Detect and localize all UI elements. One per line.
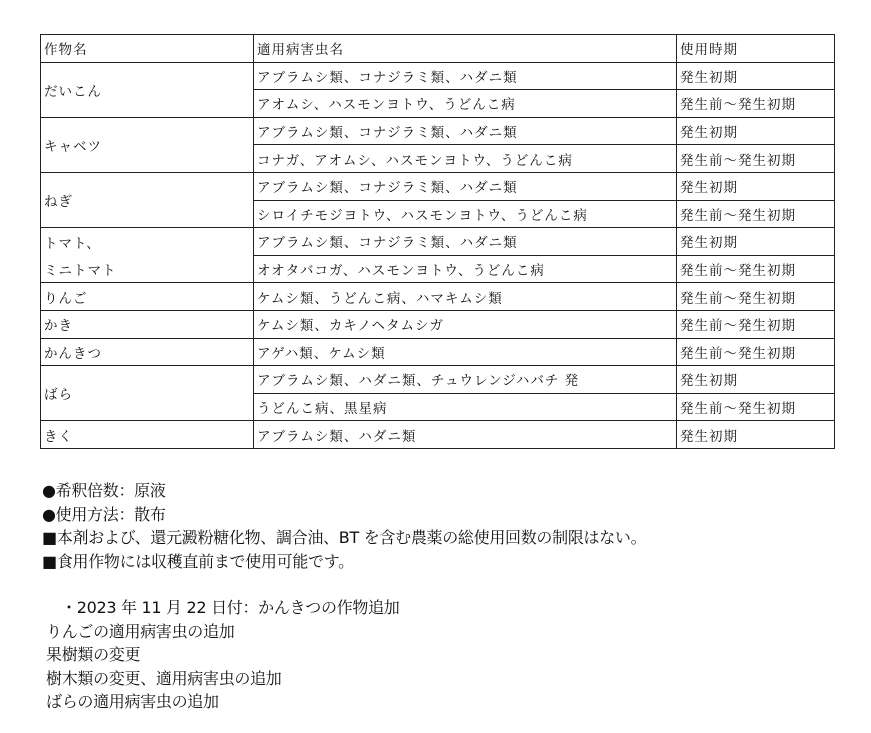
timing-cell: 発生前～発生初期: [677, 310, 835, 338]
table-header-row: [41, 35, 835, 63]
table-row: [41, 366, 835, 394]
header-pests: 適用病害虫名: [254, 35, 677, 63]
header-timing: 使用時期: [677, 35, 835, 63]
application-table: [40, 34, 835, 449]
revision-history: [46, 596, 399, 714]
table-row: [41, 117, 835, 145]
timing-cell: 発生前～発生初期: [677, 283, 835, 311]
timing-cell: 発生初期: [677, 172, 835, 200]
crop-cell: かんきつ: [41, 338, 254, 366]
pest-cell: ケムシ類、うどんこ病、ハマキムシ類: [254, 283, 677, 311]
table-row: [41, 255, 835, 283]
pest-cell: アブラムシ類、ハダニ類: [254, 421, 677, 449]
history-entry: ばらの適用病害虫の追加: [46, 692, 219, 711]
crop-cell: りんご: [41, 283, 254, 311]
timing-cell: 発生前～発生初期: [677, 200, 835, 228]
pest-cell: コナガ、アオムシ、ハスモンヨトウ、うどんこ病: [254, 145, 677, 173]
table-row: [41, 338, 835, 366]
timing-cell: 発生初期: [677, 62, 835, 90]
pest-cell: シロイチモジヨトウ、ハスモンヨトウ、うどんこ病: [254, 200, 677, 228]
timing-cell: 発生前～発生初期: [677, 90, 835, 118]
note-method: ●使用方法：散布: [42, 504, 166, 524]
crop-cell: かき: [41, 310, 254, 338]
note-dilution: ●希釈倍数：原液: [42, 481, 166, 500]
crop-cell: キャベツ: [41, 117, 254, 172]
table-row: [41, 172, 835, 200]
crop-cell: きく: [41, 421, 254, 449]
history-entry: 樹木類の変更、適用病害虫の追加: [46, 668, 282, 688]
timing-cell: 発生初期: [677, 228, 835, 256]
timing-cell: 発生前～発生初期: [677, 145, 835, 173]
table-row: [41, 283, 835, 311]
table-row: [41, 228, 835, 256]
crop-cell: ミニトマト: [41, 255, 254, 283]
timing-cell: 発生初期: [677, 366, 835, 394]
pest-cell: ケムシ類、カキノヘタムシガ: [254, 310, 677, 338]
pest-cell: アブラムシ類、コナジラミ類、ハダニ類: [254, 228, 677, 256]
table-row: [41, 310, 835, 338]
pest-cell: アブラムシ類、コナジラミ類、ハダニ類: [254, 117, 677, 145]
note-usage-limit: ■本剤および、還元澱粉糖化物、調合油、BT を含む農薬の総使用回数の制限はない。: [42, 528, 647, 547]
pest-cell: オオタバコガ、ハスモンヨトウ、うどんこ病: [254, 255, 677, 283]
pest-cell: アブラムシ類、コナジラミ類、ハダニ類: [254, 172, 677, 200]
timing-cell: 発生前～発生初期: [677, 255, 835, 283]
crop-cell: だいこん: [41, 62, 254, 117]
timing-cell: 発生初期: [677, 117, 835, 145]
pest-cell: アオムシ、ハスモンヨトウ、うどんこ病: [254, 90, 677, 118]
crop-cell: トマト、: [41, 228, 254, 256]
pest-cell: うどんこ病、黒星病: [254, 393, 677, 421]
pest-cell: アブラムシ類、ハダニ類、チュウレンジハバチ 発: [254, 366, 677, 394]
pest-cell: アブラムシ類、コナジラミ類、ハダニ類: [254, 62, 677, 90]
pest-cell: アゲハ類、ケムシ類: [254, 338, 677, 366]
timing-cell: 発生前～発生初期: [677, 393, 835, 421]
table-row: [41, 421, 835, 449]
header-crop: 作物名: [41, 35, 254, 63]
history-entry: ・2023 年 11 月 22 日付：かんきつの作物追加: [61, 598, 400, 617]
usage-notes: [42, 479, 646, 573]
table-row: [41, 62, 835, 90]
history-entry: りんごの適用病害虫の追加: [46, 621, 235, 641]
note-harvest: ■食用作物には収穫直前まで使用可能です。: [42, 551, 354, 571]
crop-cell: ねぎ: [41, 172, 254, 227]
crop-cell: ばら: [41, 366, 254, 421]
history-entry: 果樹類の変更: [46, 645, 141, 664]
timing-cell: 発生初期: [677, 421, 835, 449]
timing-cell: 発生前～発生初期: [677, 338, 835, 366]
